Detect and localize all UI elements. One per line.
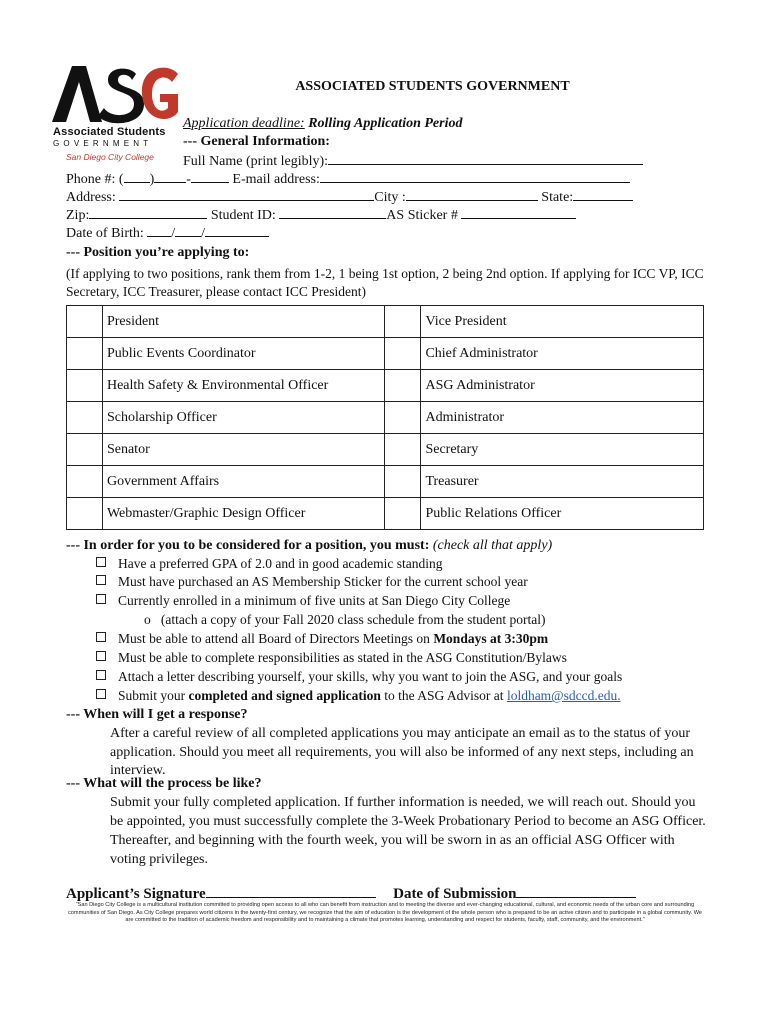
position-label: President	[102, 306, 385, 338]
position-rank-box[interactable]	[385, 338, 421, 370]
position-label: ASG Administrator	[421, 370, 704, 402]
position-label: Vice President	[421, 306, 704, 338]
position-row	[67, 402, 704, 434]
requirement-checkbox[interactable]	[96, 689, 106, 699]
position-rank-box[interactable]	[385, 402, 421, 434]
dob-year-field[interactable]	[205, 224, 269, 237]
position-rank-box[interactable]	[67, 338, 103, 370]
full-name-row	[183, 152, 643, 171]
phone-label: Phone #: (	[66, 172, 124, 187]
zip-field[interactable]	[89, 206, 207, 219]
requirements-note: (check all that apply)	[432, 538, 553, 553]
as-sticker-label: AS Sticker #	[386, 208, 458, 223]
student-id-label: Student ID:	[210, 208, 276, 223]
requirement-item	[96, 554, 443, 573]
requirements-header-row	[66, 537, 552, 555]
requirement-subtext: (attach a copy of your Fall 2020 class schedule from the student portal)	[160, 612, 546, 627]
position-rank-box[interactable]	[385, 466, 421, 498]
position-label: Scholarship Officer	[102, 402, 385, 434]
response-header: --- When will I get a response?	[66, 707, 248, 722]
dob-sep-1: /	[171, 226, 176, 241]
requirement-item	[96, 572, 528, 591]
position-note: (If applying to two positions, rank them from 1-2, 1 being 1st option, 2 being 2nd option. If applying for ICC VP, ICC Secretary, ICC Treasurer, please contact ICC President)	[66, 266, 704, 299]
full-name-label: Full Name (print legibly):	[183, 154, 329, 169]
logo-org-sub: GOVERNMENT	[53, 139, 153, 148]
general-info-header: --- General Information:	[183, 134, 330, 149]
requirement-subitem	[144, 610, 546, 629]
dob-sep-2: /	[201, 226, 206, 241]
phone-dash: -	[186, 172, 191, 187]
signature-label: Applicant’s Signature	[66, 886, 206, 902]
advisor-email-link[interactable]: loldham@sdccd.edu.	[506, 688, 621, 703]
position-rank-box[interactable]	[67, 402, 103, 434]
position-label: Public Relations Officer	[421, 498, 704, 530]
phone-prefix-field[interactable]	[154, 170, 186, 183]
requirement-text: Have a preferred GPA of 2.0 and in good academic standing	[118, 556, 443, 571]
position-row	[67, 306, 704, 338]
deadline-line	[183, 115, 462, 133]
address-label: Address:	[66, 190, 116, 205]
deadline-value: Rolling Application Period	[308, 116, 463, 131]
process-header: --- What will the process be like?	[66, 776, 262, 791]
requirement-text: to the ASG Advisor at	[384, 688, 504, 703]
position-label: Public Events Coordinator	[102, 338, 385, 370]
requirement-checkbox[interactable]	[96, 632, 106, 642]
requirement-bold: Mondays at 3:30pm	[433, 631, 549, 646]
city-field[interactable]	[406, 188, 538, 201]
dob-label: Date of Birth:	[66, 226, 144, 241]
phone-paren: )	[149, 172, 155, 187]
position-row	[67, 338, 704, 370]
position-label: Administrator	[421, 402, 704, 434]
document-title: ASSOCIATED STUDENTS GOVERNMENT	[295, 79, 570, 94]
deadline-label: Application deadline:	[183, 116, 305, 131]
requirement-text: Must have purchased an AS Membership Sticker for the current school year	[118, 574, 528, 589]
email-field[interactable]	[320, 170, 630, 183]
zip-label: Zip:	[66, 208, 90, 223]
requirement-text: Submit your	[118, 688, 186, 703]
requirement-item	[96, 629, 548, 648]
position-header: --- Position you’re applying to:	[66, 245, 250, 260]
requirement-item	[96, 591, 510, 610]
signature-row	[66, 884, 636, 903]
address-row	[66, 188, 633, 207]
requirement-checkbox[interactable]	[96, 575, 106, 585]
position-rank-box[interactable]	[385, 434, 421, 466]
state-field[interactable]	[573, 188, 633, 201]
requirement-bold: completed and signed application	[188, 688, 381, 703]
email-label: E-mail address:	[232, 172, 320, 187]
sub-bullet: o	[144, 612, 151, 627]
dob-row	[66, 224, 269, 243]
requirement-text: Currently enrolled in a minimum of five units at San Diego City College	[118, 593, 511, 608]
position-label: Government Affairs	[102, 466, 385, 498]
student-id-field[interactable]	[279, 206, 386, 219]
position-rank-box[interactable]	[67, 306, 103, 338]
date-field[interactable]	[516, 884, 636, 898]
logo-college: San Diego City College	[66, 152, 154, 162]
positions-table	[66, 305, 704, 530]
position-label: Health Safety & Environmental Officer	[102, 370, 385, 402]
logo-org-name: Associated Students	[53, 126, 166, 138]
dob-month-field[interactable]	[147, 224, 171, 237]
position-rank-box[interactable]	[385, 370, 421, 402]
position-label: Senator	[102, 434, 385, 466]
phone-area-field[interactable]	[124, 170, 150, 183]
position-label: Secretary	[421, 434, 704, 466]
position-rank-box[interactable]	[67, 370, 103, 402]
position-row	[67, 466, 704, 498]
requirement-checkbox[interactable]	[96, 557, 106, 567]
phone-line-field[interactable]	[191, 170, 229, 183]
date-label: Date of Submission	[393, 886, 517, 902]
state-label: State:	[541, 190, 574, 205]
position-rank-box[interactable]	[67, 434, 103, 466]
position-row	[67, 498, 704, 530]
requirement-text: Must be able to complete responsibilities as stated in the ASG Constitution/Bylaws	[118, 650, 567, 665]
requirements-header: --- In order for you to be considered for a position, you must:	[66, 538, 430, 553]
requirement-checkbox[interactable]	[96, 594, 106, 604]
position-label: Webmaster/Graphic Design Officer	[102, 498, 385, 530]
position-rank-box[interactable]	[385, 498, 421, 530]
requirement-item	[96, 667, 622, 686]
response-text: After a careful review of all completed applications you may anticipate an email as to the status of your application. Should you meet all requirements, you will also be informed of any next steps, including an interview.	[110, 726, 694, 778]
process-text: Submit your fully completed application. If further information is needed, we will reach out. Should you be appointed, you must successfully complete the 3-Week Probationary Period to become an ASG Officer. Thereafter, and beginning with the fourth week, you will be sworn in as an official ASG Officer with voting privileges.	[110, 795, 706, 867]
position-rank-box[interactable]	[67, 466, 103, 498]
requirement-item	[96, 686, 621, 705]
position-label: Treasurer	[421, 466, 704, 498]
position-row	[67, 370, 704, 402]
requirement-text: Attach a letter describing yourself, your skills, why you want to join the ASG, and your goals	[118, 669, 623, 684]
requirement-text: Must be able to attend all Board of Directors Meetings on	[118, 631, 430, 646]
full-name-field[interactable]	[328, 152, 643, 165]
city-label: City :	[374, 190, 406, 205]
as-sticker-field[interactable]	[461, 206, 576, 219]
position-rank-box[interactable]	[67, 498, 103, 530]
signature-field[interactable]	[206, 884, 376, 898]
requirement-item	[96, 648, 567, 667]
requirement-checkbox[interactable]	[96, 651, 106, 661]
phone-row	[66, 170, 630, 189]
position-rank-box[interactable]	[385, 306, 421, 338]
dob-day-field[interactable]	[175, 224, 201, 237]
position-row	[67, 434, 704, 466]
mission-statement-footer: “San Diego City College is a multicultural institution committed to providing open access to all who can benefit from instruction and to meeting the diverse and ever-changing educational, cultural, and economic needs of the urban core and surrounding communities of San Diego. As City College prepares world citizens in the twenty-first century, we recognize that the aim of education is the development of the whole person who is prepared to be an active citizen and to participate in a global community. We are committed to the tradition of academic freedom and responsibility and to maintaining a climate that promotes learning, understanding and respect for students, faculty, staff, community, and the environment.”	[68, 902, 702, 923]
requirement-checkbox[interactable]	[96, 670, 106, 680]
position-label: Chief Administrator	[421, 338, 704, 370]
zip-row	[66, 206, 576, 225]
address-field[interactable]	[119, 188, 374, 201]
